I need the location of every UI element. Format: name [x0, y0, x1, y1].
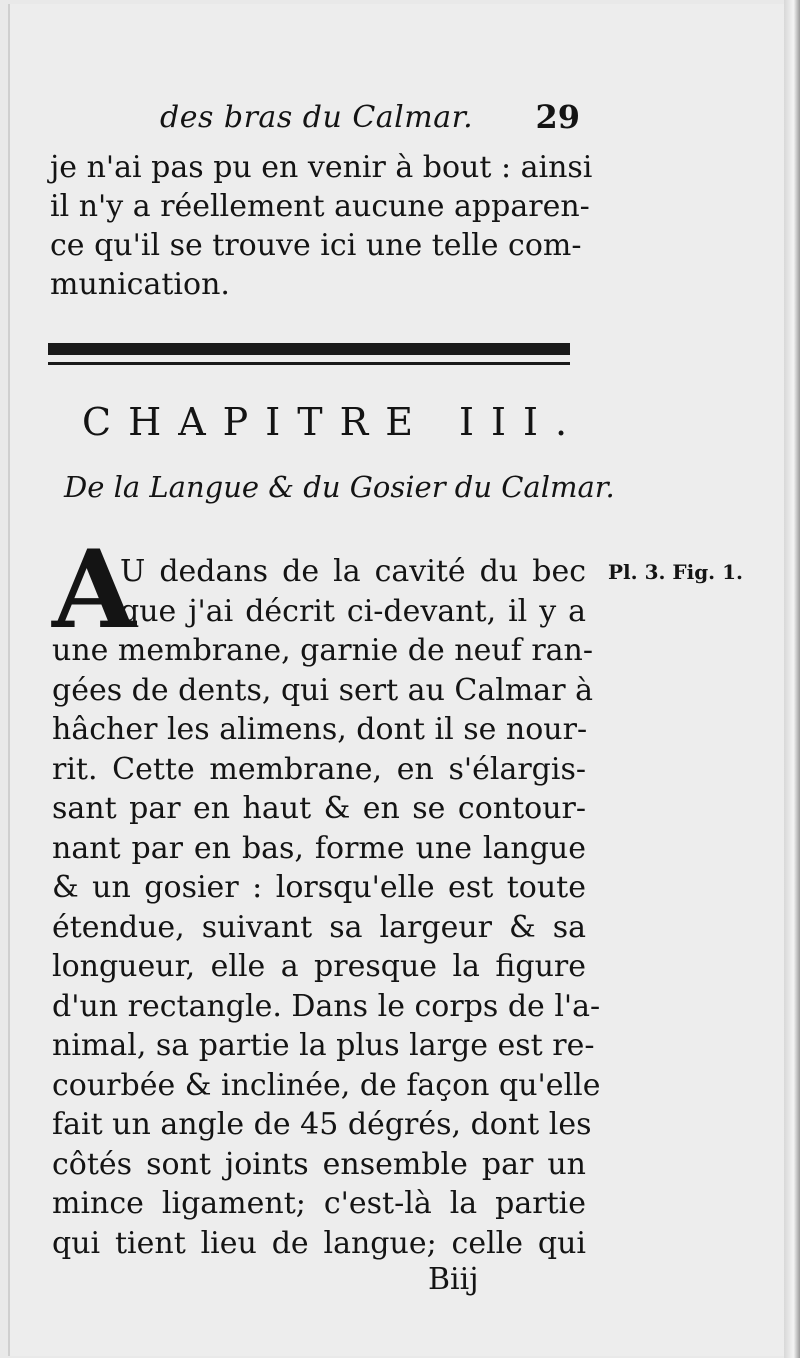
text-line: nimal, sa partie la plus large est re-: [52, 1028, 595, 1063]
margin-note: Pl. 3. Fig. 1.: [608, 560, 743, 584]
text-line: longueur, elle a presque la figure: [52, 949, 586, 984]
text-line: U dedans de la cavité du bec: [120, 554, 586, 589]
text-line: gées de dents, qui sert au Calmar à: [52, 672, 593, 708]
text-line: fait un angle de 45 dégrés, dont les: [52, 1107, 592, 1142]
text-line: sant par en haut & en se contour-: [52, 791, 586, 826]
chapter-title: CHAPITRE III.: [82, 400, 585, 444]
text-line: courbée & inclinée, de façon qu'elle: [52, 1067, 601, 1103]
text-line: ce qu'il se trouve ici une telle com-: [50, 228, 582, 263]
text-line: rit. Cette membrane, en s'élargis-: [52, 751, 586, 787]
text-line: hâcher les alimens, dont il se nour-: [52, 712, 588, 747]
signature-mark: Biij: [428, 1262, 479, 1297]
text-line: étendue, suivant sa largeur & sa: [52, 909, 586, 945]
continuation-paragraph: [50, 148, 593, 304]
chapter-divider-thick: [48, 343, 570, 355]
body-paragraph: [52, 552, 601, 1263]
drop-cap: A: [52, 527, 136, 653]
page-gutter-shadow: [784, 0, 800, 1358]
text-line: d'un rectangle. Dans le corps de l'a-: [52, 988, 601, 1024]
text-line: qui tient lieu de langue; celle qui: [52, 1225, 586, 1261]
text-line: une membrane, garnie de neuf ran-: [52, 633, 594, 668]
text-line: je n'ai pas pu en venir à bout : ainsi: [50, 150, 593, 185]
chapter-divider-thin: [48, 362, 570, 365]
text-line: nant par en bas, forme une langue: [52, 830, 586, 866]
page-number: 29: [535, 98, 580, 136]
page-header: [160, 100, 580, 144]
text-line: & un gosier : lorsqu'elle est toute: [52, 870, 586, 905]
running-head: des bras du Calmar.: [160, 100, 474, 135]
text-line: munication.: [50, 267, 230, 302]
text-line: côtés sont joints ensemble par un: [52, 1146, 586, 1182]
text-line: mince ligament; c'est-là la partie: [52, 1186, 586, 1221]
chapter-subtitle: De la Langue & du Gosier du Calmar.: [64, 470, 615, 504]
text-line: que j'ai décrit ci-devant, il y a: [120, 593, 586, 629]
text-line: il n'y a réellement aucune apparen-: [50, 189, 590, 224]
